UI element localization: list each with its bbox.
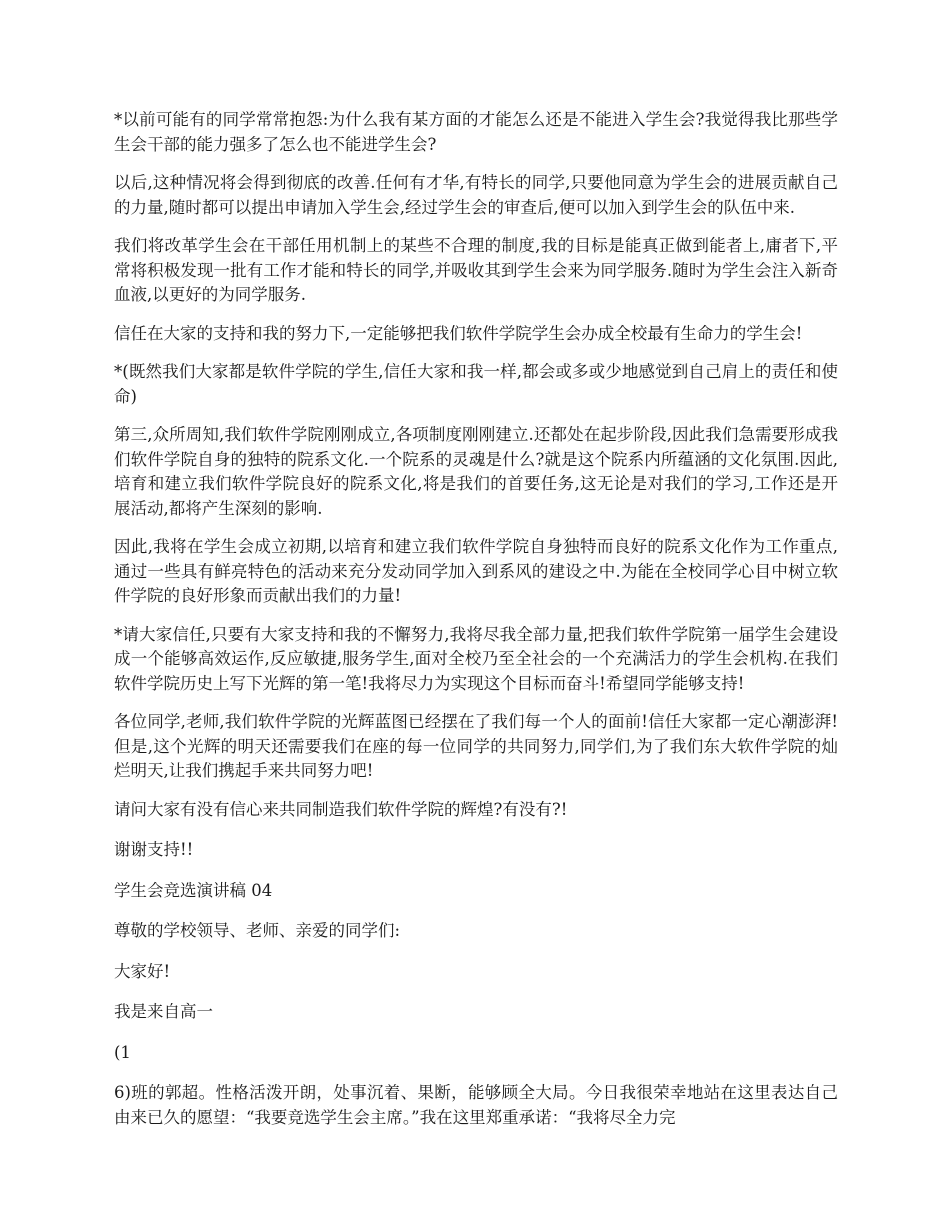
- paragraph-11: 谢谢支持!!: [114, 840, 194, 859]
- greeting: 大家好!: [114, 961, 171, 981]
- paragraph-8: *请大家信任,只要有大家支持和我的不懈努力,我将尽我全部力量,把我们软件学院第一届学生会建设成一个能够高效运作,反应敏捷,服务学生,面对全校乃至全社会的一个充满活力的学生会机构.在我们软件学院历史上写下光辉的第一笔!我将尽力为实现这个目标而奋斗!希望同学能够支持!: [114, 624, 838, 693]
- paragraph-7: 因此,我将在学生会成立初期,以培育和建立我们软件学院自身独特而良好的院系文化作为工作重点,通过一些具有鲜亮特色的活动来充分发动同学加入到系风的建设之中.为能在全校同学心目中树立软件学院的良好形象而贡献出我们的力量!: [114, 537, 838, 605]
- paragraph-5: *(既然我们大家都是软件学院的学生,信任大家和我一样,都会或多或少地感觉到自己肩上的责任和使命): [114, 362, 838, 406]
- paragraph-2: 以后,这种情况将会得到彻底的改善.任何有才华,有特长的同学,只要他同意为学生会的进展贡献自己的力量,随时都可以提出申请加入学生会,经过学生会的审查后,便可以加入到学生会的队伍中来.: [114, 173, 838, 217]
- paragraph-3: 我们将改革学生会在干部任用机制上的某些不合理的制度,我的目标是能真正做到能者上,庸者下,平常将积极发现一批有工作才能和特长的同学,并吸收其到学生会来为同学服务.随时为学生会注入新奇血液,以更好的为同学服务.: [114, 236, 838, 304]
- paragraph-16: (1: [114, 1042, 131, 1062]
- salutation: 尊敬的学校领导、老师、亲爱的同学们:: [114, 921, 401, 940]
- paragraph-9: 各位同学,老师,我们软件学院的光辉蓝图已经摆在了我们每一个人的面前!信任大家都一定心潮澎湃!但是,这个光辉的明天还需要我们在座的每一位同学的共同努力,同学们,为了我们东大软件学院的灿烂明天,让我们携起手来共同努力吧!: [114, 712, 838, 780]
- paragraph-15: 我是来自高一: [114, 1002, 213, 1021]
- paragraph-6: 第三,众所周知,我们软件学院刚刚成立,各项制度刚刚建立.还都处在起步阶段,因此我们急需要形成我们软件学院自身的独特的院系文化.一个院系的灵魂是什么?就是这个院系内所蕴涵的文化氛围.因此,培育和建立我们软件学院良好的院系文化,将是我们的首要任务,这无论是对我们的学习,工作还是开展活动,都将产生深刻的影响.: [114, 425, 838, 518]
- paragraph-4: 信任在大家的支持和我的努力下,一定能够把我们软件学院学生会办成全校最有生命力的学生会!: [114, 323, 803, 343]
- paragraph-10: 请问大家有没有信心来共同制造我们软件学院的辉煌?有没有?!: [114, 799, 568, 819]
- document-page: [114, 108, 838, 1144]
- paragraph-17: 6)班的郭超。性格活泼开朗，处事沉着、果断，能够顾全大局。今日我很荣幸地站在这里表达自己由来已久的愿望：“我要竞选学生会主席。”我在这里郑重承诺：“我将尽全力完: [114, 1083, 838, 1127]
- paragraph-1: *以前可能有的同学常常抱怨:为什么我有某方面的才能怎么还是不能进入学生会?我觉得我比那些学生会干部的能力强多了怎么也不能进学生会?: [114, 110, 838, 154]
- section-heading: 学生会竞选演讲稿 04: [114, 880, 273, 900]
